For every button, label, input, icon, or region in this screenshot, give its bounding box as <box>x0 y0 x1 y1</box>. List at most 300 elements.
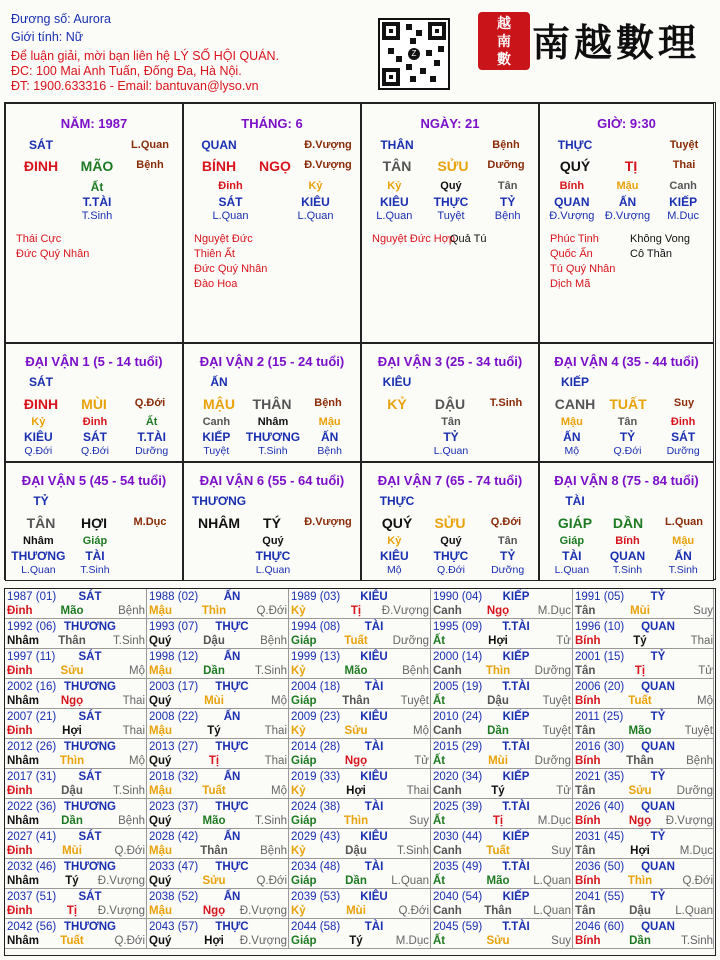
hidden-stem: Quý <box>440 180 462 192</box>
heavenly-stem: NHÂM <box>198 515 240 531</box>
year-field: Tuất <box>60 935 84 947</box>
year-field: Nhâm <box>7 635 39 647</box>
year-field: 2010 (24) <box>433 711 483 723</box>
year-field: T.TÀI <box>502 681 530 693</box>
heavenly-stem: TÂN <box>382 158 412 174</box>
year-field: Dậu <box>61 785 83 797</box>
heavenly-stem: KỶ <box>387 396 407 412</box>
year-cell <box>431 739 573 769</box>
hidden-ten-god: SÁT <box>218 195 243 209</box>
year-field: Thân <box>200 845 228 857</box>
earthly-branch: TUẤT <box>609 396 647 412</box>
hidden-stem: Kỷ <box>387 180 402 192</box>
year-field: T.Sinh <box>255 815 287 827</box>
hidden-stem: Đinh <box>670 416 696 428</box>
year-field: Mộ <box>697 695 713 707</box>
year-field: 2045 (59) <box>433 921 483 933</box>
hidden-stem: Canh <box>669 180 697 192</box>
phone-email[interactable]: ĐT: 1900.633316 - Email: bantuvan@lyso.vn <box>11 79 259 93</box>
year-field: Tân <box>575 845 596 857</box>
year-cell <box>5 679 147 709</box>
year-field: Thai <box>690 635 713 647</box>
ten-god: QUAN <box>201 138 237 152</box>
year-field: Thân <box>342 695 370 707</box>
year-field: Dần <box>487 725 509 737</box>
year-field: L.Quan <box>533 875 571 887</box>
year-field: Mão <box>344 665 368 677</box>
yearly-table <box>4 588 716 956</box>
dai-van-title: ĐẠI VẬN 7 (65 - 74 tuổi) <box>377 473 523 488</box>
qr-code-icon[interactable]: Z <box>378 18 450 90</box>
dai-van-1 <box>5 343 183 462</box>
hidden-ten-god: KIÊU <box>379 549 409 563</box>
year-field: TỶ <box>650 651 666 663</box>
hidden-ten-god: KIÊU <box>23 430 53 444</box>
hidden-stem: Mậu <box>616 180 639 192</box>
year-field: Tuất <box>202 785 226 797</box>
year-field: 2020 (34) <box>433 771 483 783</box>
ten-god: THỰC <box>557 138 593 152</box>
year-field: 1991 (05) <box>575 591 625 603</box>
year-field: Mộ <box>129 665 145 677</box>
year-field: 2036 (50) <box>575 861 625 873</box>
year-field: SÁT <box>78 891 102 903</box>
year-field: T.TÀI <box>502 621 530 633</box>
year-field: Sửu <box>486 935 510 947</box>
year-field: Bệnh <box>260 635 287 647</box>
year-field: Ất <box>433 755 446 767</box>
year-field: Ất <box>433 635 446 647</box>
year-field: Đ.Vượng <box>239 935 287 947</box>
year-field: Canh <box>433 725 462 737</box>
year-field: 1992 (06) <box>7 621 57 633</box>
year-field: Thai <box>406 785 429 797</box>
year-cell <box>147 709 289 739</box>
year-field: Thìn <box>343 815 369 827</box>
year-field: Canh <box>433 845 462 857</box>
year-field: Quý <box>149 755 172 767</box>
hidden-stem: Bính <box>559 180 585 192</box>
dai-van-6 <box>183 462 361 581</box>
year-field: Thai <box>264 725 287 737</box>
pillar-title: THÁNG: 6 <box>241 116 303 131</box>
dai-van-title: ĐẠI VẬN 3 (25 - 34 tuổi) <box>377 354 523 369</box>
year-field: Sửu <box>60 665 84 677</box>
year-field: Tuyệt <box>542 695 571 707</box>
year-cell <box>5 589 147 619</box>
year-field: TỶ <box>650 831 666 843</box>
year-field: Canh <box>433 785 462 797</box>
year-field: 2044 (58) <box>291 921 341 933</box>
year-cell <box>289 679 431 709</box>
year-field: Bính <box>575 635 601 647</box>
hidden-stage: M.Dục <box>667 210 700 222</box>
hidden-stage: L.Quan <box>255 564 291 576</box>
dai-van-4 <box>539 343 714 462</box>
year-field: Sửu <box>628 785 652 797</box>
year-cell <box>431 649 573 679</box>
dai-van-7 <box>361 462 539 581</box>
year-field: ẤN <box>223 651 241 663</box>
year-field: 2028 (42) <box>149 831 199 843</box>
hidden-stage: Mộ <box>564 445 580 457</box>
year-field: Thai <box>122 725 145 737</box>
year-cell <box>5 919 147 949</box>
year-field: Sửu <box>344 725 368 737</box>
star-label: Tú Quý Nhân <box>550 263 616 275</box>
life-stage: L.Quan <box>665 516 703 528</box>
year-field: Đ.Vượng <box>97 875 145 887</box>
year-field: Mộ <box>413 725 429 737</box>
year-field: KIẾP <box>502 711 530 723</box>
year-cell <box>147 769 289 799</box>
year-field: 2041 (55) <box>575 891 625 903</box>
year-field: Tân <box>575 905 596 917</box>
year-field: 1987 (01) <box>7 591 57 603</box>
hidden-stage: Đ.Vượng <box>604 210 651 222</box>
year-field: T.Sinh <box>113 785 145 797</box>
year-field: Canh <box>433 605 462 617</box>
pillar-title: NĂM: 1987 <box>60 116 128 131</box>
hidden-ten-god: THỰC <box>255 549 291 563</box>
star-label: Không Vong <box>630 233 690 245</box>
year-field: Đ.Vượng <box>381 605 429 617</box>
year-field: 2034 (48) <box>291 861 341 873</box>
year-field: THƯƠNG <box>64 681 116 693</box>
year-cell <box>573 619 714 649</box>
year-field: Hợi <box>346 785 366 797</box>
year-field: Đinh <box>7 665 33 677</box>
year-field: Bính <box>575 695 601 707</box>
hidden-stage: T.Sinh <box>668 564 698 576</box>
heavenly-stem: ĐINH <box>23 158 59 174</box>
hidden-stem: Quý <box>440 535 462 547</box>
earthly-branch: SỬU <box>437 158 469 174</box>
address: ĐC: 100 Mai Anh Tuấn, Đống Đa, Hà Nội. <box>11 64 242 78</box>
year-field: Thân <box>626 755 654 767</box>
year-field: Tuyệt <box>684 725 713 737</box>
year-field: Tuất <box>628 695 652 707</box>
year-field: Bính <box>575 935 601 947</box>
year-field: Giáp <box>291 755 317 767</box>
year-field: Tý <box>207 725 221 737</box>
year-field: 2001 (15) <box>575 651 625 663</box>
year-field: Thân <box>484 905 512 917</box>
year-field: Kỷ <box>291 725 306 737</box>
hidden-ten-god: T.TÀI <box>82 195 112 209</box>
year-field: Dưỡng <box>534 755 571 767</box>
year-field: 2009 (23) <box>291 711 341 723</box>
star-label: Quốc Ấn <box>550 248 593 260</box>
dai-van-title: ĐẠI VẬN 2 (15 - 24 tuổi) <box>199 354 345 369</box>
hidden-stage: T.Sinh <box>81 210 113 222</box>
year-cell <box>289 829 431 859</box>
year-field: KIẾP <box>502 651 530 663</box>
year-field: Tử <box>556 635 571 647</box>
year-field: THƯƠNG <box>64 921 116 933</box>
year-field: 2008 (22) <box>149 711 199 723</box>
year-field: T.TÀI <box>502 741 530 753</box>
hidden-stem: Ất <box>145 416 158 428</box>
year-field: Ngọ <box>202 905 226 917</box>
year-field: Đinh <box>7 725 33 737</box>
earthly-branch: TÝ <box>263 515 281 531</box>
year-field: Mậu <box>149 725 172 737</box>
year-field: THỰC <box>215 621 249 633</box>
year-field: KIÊU <box>360 831 388 843</box>
star-label: Dịch Mã <box>550 278 591 290</box>
year-cell <box>147 859 289 889</box>
year-field: KIẾP <box>502 591 530 603</box>
hidden-stem: Bính <box>615 535 640 547</box>
year-cell <box>147 739 289 769</box>
year-field: Tý <box>65 875 79 887</box>
year-field: Q.Đới <box>114 845 145 857</box>
earthly-branch: NGỌ <box>259 158 291 174</box>
hidden-ten-god: THƯƠNG <box>245 430 301 444</box>
pillar-2 <box>361 103 539 343</box>
year-field: Suy <box>551 935 571 947</box>
hidden-stage: L.Quan <box>212 210 249 222</box>
year-field: Quý <box>149 635 172 647</box>
year-cell <box>431 619 573 649</box>
year-cell <box>431 709 573 739</box>
year-field: Tử <box>556 785 571 797</box>
year-field: Q.Đới <box>256 605 287 617</box>
star-label: Thái Cực <box>16 233 62 245</box>
ten-god: TÀI <box>565 494 585 508</box>
year-cell <box>573 649 714 679</box>
year-field: Đinh <box>7 785 33 797</box>
year-field: QUAN <box>641 681 675 693</box>
year-field: QUAN <box>641 801 675 813</box>
year-cell <box>431 769 573 799</box>
year-field: 2005 (19) <box>433 681 483 693</box>
earthly-branch: TỊ <box>624 158 638 174</box>
pillar-1 <box>183 103 361 343</box>
year-field: Thìn <box>59 755 85 767</box>
hidden-stage: Đ.Vượng <box>549 210 595 222</box>
year-field: Bính <box>575 815 601 827</box>
life-stage: Dưỡng <box>487 159 525 171</box>
year-field: Kỷ <box>291 845 306 857</box>
year-field: M.Dục <box>395 935 429 947</box>
year-field: 2032 (46) <box>7 861 57 873</box>
hidden-ten-god: THỰC <box>433 549 469 563</box>
year-field: 2015 (29) <box>433 741 483 753</box>
heavenly-stem: TÂN <box>26 515 56 531</box>
year-cell <box>289 709 431 739</box>
hidden-stem: Ất <box>90 180 104 194</box>
year-field: Thìn <box>485 665 511 677</box>
year-field: Ngọ <box>628 815 652 827</box>
year-field: SÁT <box>78 651 102 663</box>
year-field: Đinh <box>7 845 33 857</box>
year-cell <box>431 829 573 859</box>
owner-name: Đương số: Aurora <box>11 12 111 26</box>
year-field: Ngọ <box>344 755 368 767</box>
year-field: 2043 (57) <box>149 921 199 933</box>
year-field: 1989 (03) <box>291 591 341 603</box>
hidden-stem: Giáp <box>559 535 585 547</box>
year-cell <box>573 679 714 709</box>
year-field: 2027 (41) <box>7 831 57 843</box>
earthly-branch: MÃO <box>80 158 114 174</box>
heavenly-stem: MẬU <box>203 396 235 412</box>
star-label: Đào Hoa <box>194 278 238 290</box>
year-field: Đ.Vượng <box>97 905 145 917</box>
hidden-stem: Tân <box>497 535 518 547</box>
year-field: QUAN <box>641 621 675 633</box>
year-field: Tân <box>575 725 596 737</box>
year-field: Bính <box>575 755 601 767</box>
heavenly-stem: GIÁP <box>557 515 593 531</box>
year-field: Kỷ <box>291 605 306 617</box>
year-field: T.TÀI <box>502 801 530 813</box>
heavenly-stem: ĐINH <box>23 396 59 412</box>
year-field: M.Dục <box>679 845 713 857</box>
year-field: Dưỡng <box>392 635 429 647</box>
year-cell <box>5 709 147 739</box>
hidden-ten-god: THỰC <box>433 195 469 209</box>
year-field: KIẾP <box>502 891 530 903</box>
year-field: Tý <box>491 785 505 797</box>
hidden-ten-god: ẤN <box>674 549 692 563</box>
year-cell <box>431 859 573 889</box>
year-field: Bệnh <box>260 845 287 857</box>
year-field: 2012 (26) <box>7 741 57 753</box>
year-field: 2023 (37) <box>149 801 199 813</box>
year-cell <box>5 739 147 769</box>
year-cell <box>5 889 147 919</box>
year-field: Quý <box>149 935 172 947</box>
year-field: 1988 (02) <box>149 591 199 603</box>
year-field: 2026 (40) <box>575 801 625 813</box>
hidden-stem: Nhâm <box>257 416 289 428</box>
year-field: 2038 (52) <box>149 891 199 903</box>
year-field: THỰC <box>215 681 249 693</box>
hidden-stem: Mậu <box>318 416 341 428</box>
year-field: Thai <box>122 695 145 707</box>
year-field: THỰC <box>215 861 249 873</box>
year-field: Quý <box>149 875 172 887</box>
earthly-branch: DẬU <box>434 396 466 412</box>
hidden-stage: Tuyệt <box>203 445 230 457</box>
year-field: Tử <box>414 755 429 767</box>
life-stage: Bệnh <box>314 397 342 409</box>
year-field: Canh <box>433 905 462 917</box>
year-field: T.Sinh <box>397 845 429 857</box>
status: L.Quan <box>131 139 169 151</box>
year-field: Ất <box>433 935 446 947</box>
year-field: Bệnh <box>686 755 713 767</box>
hidden-stage: Dưỡng <box>666 445 700 457</box>
hidden-ten-god: QUAN <box>609 549 646 563</box>
year-field: 2000 (14) <box>433 651 483 663</box>
year-cell <box>5 799 147 829</box>
ten-god: KIẾP <box>560 375 589 389</box>
life-stage: Đ.Vượng <box>304 516 352 528</box>
year-field: 2042 (56) <box>7 921 57 933</box>
life-stage: Suy <box>673 397 695 409</box>
hidden-stem: Tân <box>617 416 638 428</box>
dai-van-5 <box>5 462 183 581</box>
year-field: Giáp <box>291 635 317 647</box>
year-field: Thìn <box>627 875 653 887</box>
year-field: ẤN <box>223 831 241 843</box>
year-field: Tị <box>634 665 646 677</box>
life-stage: Đ.Vượng <box>304 159 352 171</box>
year-cell <box>431 889 573 919</box>
year-field: SÁT <box>78 591 102 603</box>
life-stage: Thai <box>672 159 696 171</box>
year-field: Mậu <box>149 845 172 857</box>
pillar-0 <box>5 103 183 343</box>
year-field: 2029 (43) <box>291 831 341 843</box>
star-label: Quả Tú <box>450 233 487 245</box>
hidden-ten-god: TỶ <box>499 549 516 563</box>
life-stage: T.Sinh <box>489 397 523 409</box>
ten-god: TỶ <box>33 494 49 508</box>
year-cell <box>431 919 573 949</box>
year-field: KIẾP <box>502 771 530 783</box>
year-field: 1993 (07) <box>149 621 199 633</box>
hidden-stem: Giáp <box>82 535 108 547</box>
header <box>0 0 720 100</box>
year-cell <box>147 889 289 919</box>
year-field: TÀI <box>364 861 384 873</box>
year-cell <box>289 649 431 679</box>
hidden-ten-god: QUAN <box>554 195 590 209</box>
year-field: Tý <box>349 935 363 947</box>
year-field: Canh <box>433 665 462 677</box>
year-cell <box>147 799 289 829</box>
ten-god: THỰC <box>379 494 415 508</box>
year-field: Kỷ <box>291 905 306 917</box>
year-field: Tị <box>66 905 78 917</box>
hidden-stem: Tân <box>441 416 461 428</box>
year-field: Mộ <box>271 785 287 797</box>
year-cell <box>573 829 714 859</box>
hidden-ten-god: SÁT <box>671 430 696 444</box>
hidden-ten-god: KIẾP <box>202 430 231 444</box>
year-field: 2018 (32) <box>149 771 199 783</box>
year-field: QUAN <box>641 741 675 753</box>
year-cell <box>5 769 147 799</box>
year-cell <box>431 679 573 709</box>
year-cell <box>573 919 714 949</box>
hidden-stage: Bệnh <box>317 445 342 457</box>
year-cell <box>431 799 573 829</box>
year-field: Giáp <box>291 695 317 707</box>
pillar-title: NGÀY: 21 <box>420 116 480 131</box>
year-field: THƯƠNG <box>64 801 116 813</box>
year-field: Giáp <box>291 815 317 827</box>
year-field: Bệnh <box>402 665 429 677</box>
year-cell <box>573 589 714 619</box>
heavenly-stem: CANH <box>554 396 596 412</box>
year-field: 2017 (31) <box>7 771 57 783</box>
year-field: Quý <box>149 695 172 707</box>
heavenly-stem: QUÝ <box>381 515 413 531</box>
year-cell <box>147 589 289 619</box>
heavenly-stem: QUÝ <box>559 158 591 174</box>
year-field: 2011 (25) <box>575 711 624 723</box>
year-field: Bệnh <box>118 815 145 827</box>
year-field: Nhâm <box>7 875 39 887</box>
year-cell <box>5 829 147 859</box>
status: Bệnh <box>492 139 520 151</box>
